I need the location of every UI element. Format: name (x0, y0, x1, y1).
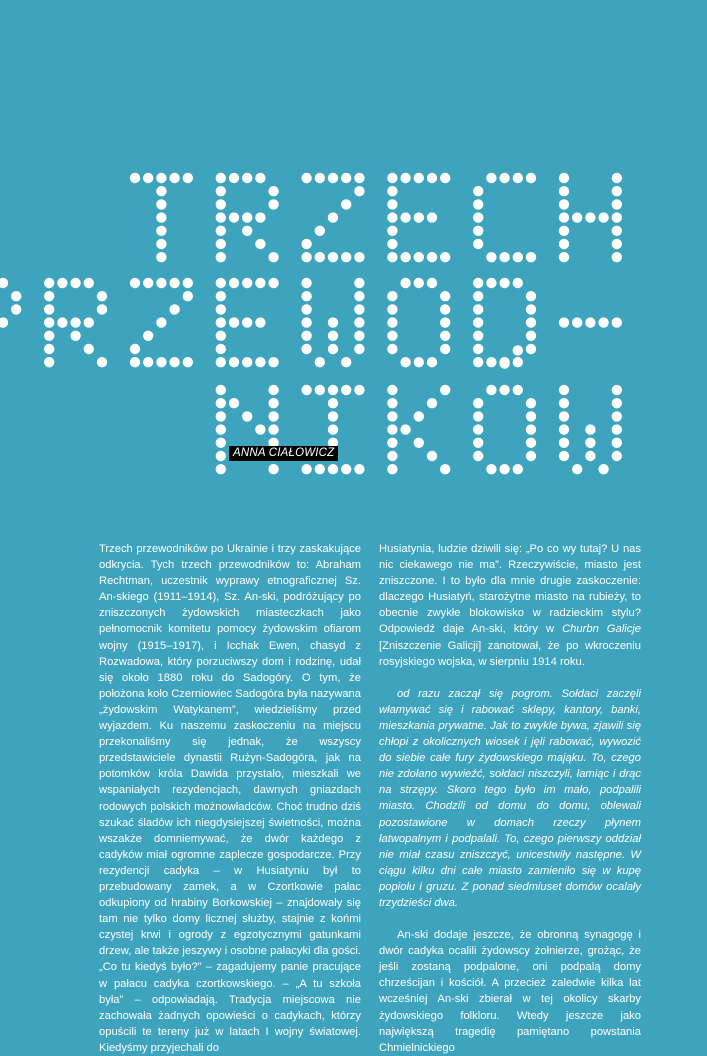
title-dot (216, 291, 226, 301)
title-dot (387, 398, 397, 408)
title-dot (156, 186, 166, 196)
title-dot (44, 291, 54, 301)
title-dot (301, 173, 311, 183)
title-dot (216, 331, 226, 341)
title-dot (598, 212, 608, 222)
title-dot (612, 226, 622, 236)
title-dot (354, 331, 364, 341)
title-dot (559, 226, 569, 236)
title-dot (499, 464, 509, 474)
title-dot (473, 186, 483, 196)
title-dot (440, 464, 450, 474)
title-dot (328, 173, 338, 183)
title-dot (255, 239, 265, 249)
title-dot (143, 357, 153, 367)
title-dot (268, 199, 278, 209)
title-dot (216, 438, 226, 448)
title-dot (97, 357, 107, 367)
title-dot (513, 252, 523, 262)
title-dot (156, 199, 166, 209)
title-dot (315, 357, 325, 367)
title-dot (559, 239, 569, 249)
title-dot (255, 278, 265, 288)
title-dot (473, 239, 483, 249)
title-dot (216, 344, 226, 354)
dotted-title-graphic (0, 0, 707, 480)
title-dot (130, 173, 140, 183)
title-dot (473, 199, 483, 209)
title-dot (242, 411, 252, 421)
title-dot (44, 304, 54, 314)
title-dot (400, 212, 410, 222)
title-dot (612, 173, 622, 183)
title-dot (473, 451, 483, 461)
title-dot (427, 398, 437, 408)
title-dot (473, 424, 483, 434)
title-dot (328, 424, 338, 434)
title-dot (216, 226, 226, 236)
title-dot (301, 239, 311, 249)
title-dot (354, 344, 364, 354)
title-dot (559, 451, 569, 461)
title-dot (473, 278, 483, 288)
title-dot (341, 385, 351, 395)
title-dot (427, 451, 437, 461)
title-dot (242, 226, 252, 236)
title-dot (387, 331, 397, 341)
title-dot (572, 317, 582, 327)
title-dot (156, 226, 166, 236)
title-dot (84, 317, 94, 327)
title-dot (612, 451, 622, 461)
title-dot (387, 173, 397, 183)
title-dot (354, 173, 364, 183)
title-dot (183, 278, 193, 288)
title-dot (526, 424, 536, 434)
title-dot (301, 278, 311, 288)
title-dot (216, 199, 226, 209)
article-paragraph: Trzech przewodników po Ukrainie i trzy zaskakujące odkrycia. Tych trzech przewodników to: Abraham Rechtman, uczestnik wyprawy etnograficznej Sz. An-skiego (1911–1914), Sz. An-ski, podróżujący po zniszczonych żydowskich miasteczkach jako pełnomocnik komitetu pomocy żydowskim ofiarom wojny (1915–1917), i Icchak Ewen, chasyd z Rozwadowa, który porzuciwszy dom i rodzinę, udał się około 1880 roku do Sadogóry. O tym, że położona koło Czerniowiec Sadogóra była nazywana „żydowskim Watykanem”, wiedzieliśmy przed wyjazdem. Ku naszemu zaskoczeniu na miejscu przekonaliśmy się jednak, że wszyscy przedstawiciele dynastii Rużyn-Sadogóra, jak na potomków króla Dawida przystało, mieszkali we wspaniałych rezydencjach, dawnych gniazdach rodowych polskich możnowładców. Choć trudno dziś szukać śladów ich niegdysiejszej świetności, można wszakże domniemywać, że dwór każdego z cadyków miał ogromne zaplecze gospodarcze. Przy rezydencji cadyka – w Husiatyniu był to przebudowany zamek, a w Czortkowie pałac odkupiony od hrabiny Borkowskiej – znajdowały się tam nie tylko domy licznej służby, stajnie z końmi czystej krwi i ogrody z egzotycznymi gatunkami drzew, ale także jeszywy i osobne pałacyki dla gości. „Co tu kiedyś było?” – zagadujemy panie pracujące w pałacu cadyka czortkowskiego. – „A tu szkoła była” – odpowiadają. Tradycja miejscowa nie zachowała żadnych opowieści o cadykach, którzy opuścili te tereny już w latach I wojny światowej. Kiedyśmy przyjechali do (99, 543, 361, 1054)
title-dot (513, 385, 523, 395)
title-dot (387, 385, 397, 395)
title-dot (427, 278, 437, 288)
title-dot (44, 331, 54, 341)
title-dot (526, 438, 536, 448)
title-dot (526, 344, 536, 354)
title-dot (559, 398, 569, 408)
title-dot (328, 252, 338, 262)
title-dot (387, 424, 397, 434)
title-dot (301, 317, 311, 327)
title-dot (268, 464, 278, 474)
title-dot (229, 357, 239, 367)
title-dot (143, 331, 153, 341)
title-dot (427, 357, 437, 367)
title-dot (156, 278, 166, 288)
title-dot (216, 398, 226, 408)
title-dot (341, 252, 351, 262)
title-dot (559, 186, 569, 196)
title-dot (242, 212, 252, 222)
title-dot (526, 331, 536, 341)
title-dot (216, 278, 226, 288)
title-dot (486, 385, 496, 395)
book-title: Churbn Galicje (562, 623, 641, 636)
title-dot (387, 438, 397, 448)
article-paragraph: An-ski dodaje jeszcze, że obronną synagogę i dwór cadyka ocalili żydowscy żołnierze, grożąc, że jeśli zostaną podpalone, oni podpalą domy chrześcijan i kościół. A przecież zaledwie kilka lat wcześniej An-ski zbierał w tej okolicy skarby żydowskiego folkloru. Wtedy jeszcze jako największą tragedię pamiętano powstania Chmielnickiego (379, 929, 641, 1054)
title-dot (301, 304, 311, 314)
title-dot (473, 411, 483, 421)
title-dot (440, 385, 450, 395)
title-dot (427, 173, 437, 183)
title-dot (11, 304, 21, 314)
title-dot (473, 226, 483, 236)
title-dot (242, 357, 252, 367)
title-dot (598, 317, 608, 327)
title-dot (414, 278, 424, 288)
title-dot (183, 291, 193, 301)
title-dot (400, 252, 410, 262)
title-dot (440, 252, 450, 262)
title-dot (229, 317, 239, 327)
title-dot (612, 252, 622, 262)
title-dot (341, 173, 351, 183)
accent-dot (499, 358, 509, 368)
title-dot (559, 317, 569, 327)
title-dot (387, 199, 397, 209)
accent-dot (513, 345, 523, 355)
title-dot (414, 411, 424, 421)
title-dot (341, 464, 351, 474)
article-column-right (379, 541, 641, 1056)
title-dot (255, 212, 265, 222)
title-dot (414, 252, 424, 262)
title-dot (612, 239, 622, 249)
title-dot (585, 438, 595, 448)
title-dot (301, 464, 311, 474)
title-dot (216, 304, 226, 314)
title-dot (387, 239, 397, 249)
title-dot (301, 385, 311, 395)
title-dot (328, 212, 338, 222)
title-dot (229, 212, 239, 222)
title-dot (354, 464, 364, 474)
title-dot (387, 317, 397, 327)
title-dot (440, 304, 450, 314)
title-dot (513, 173, 523, 183)
title-dot (268, 398, 278, 408)
title-dot (354, 186, 364, 196)
title-dot (268, 424, 278, 434)
title-dot (315, 252, 325, 262)
title-dot (169, 304, 179, 314)
title-dot (473, 291, 483, 301)
title-dot (440, 291, 450, 301)
title-dot (255, 317, 265, 327)
title-dot (156, 212, 166, 222)
title-dot (473, 331, 483, 341)
title-dot (473, 317, 483, 327)
title-dot (585, 451, 595, 461)
title-dot (414, 212, 424, 222)
title-dot (473, 304, 483, 314)
title-dot (612, 438, 622, 448)
title-dot (414, 173, 424, 183)
title-dot (612, 199, 622, 209)
title-dot (559, 173, 569, 183)
title-dot (526, 252, 536, 262)
title-dot (216, 212, 226, 222)
title-dot (526, 317, 536, 327)
title-dot (315, 385, 325, 395)
title-dot (585, 317, 595, 327)
title-dot (169, 278, 179, 288)
title-dot (486, 173, 496, 183)
title-dot (526, 173, 536, 183)
title-dot (499, 173, 509, 183)
title-dot (559, 438, 569, 448)
title-dot (526, 411, 536, 421)
title-dot (216, 464, 226, 474)
title-dot (612, 411, 622, 421)
title-dot (387, 291, 397, 301)
title-dot (216, 411, 226, 421)
title-dot (328, 317, 338, 327)
title-dot (315, 226, 325, 236)
title-dot (387, 344, 397, 354)
title-dot (526, 304, 536, 314)
title-dot (513, 278, 523, 288)
title-dot (268, 278, 278, 288)
title-dot (387, 186, 397, 196)
title-dot (387, 252, 397, 262)
title-dot (473, 398, 483, 408)
title-dot (156, 317, 166, 327)
paragraph-text: [Zniszczenie Galicji] zanotował, że po wkroczeniu rosyjskiego wojska, w sierpniu 1914 roku. (379, 639, 641, 668)
title-dot (0, 317, 8, 327)
title-dot (84, 344, 94, 354)
title-dot (156, 252, 166, 262)
title-dot (414, 438, 424, 448)
title-dot (328, 331, 338, 341)
title-dot (84, 278, 94, 288)
title-dot (526, 291, 536, 301)
title-dot (612, 398, 622, 408)
title-dot (387, 411, 397, 421)
title-dot (229, 278, 239, 288)
title-dot (572, 212, 582, 222)
title-dot (216, 186, 226, 196)
title-dot (169, 357, 179, 367)
title-dot (268, 385, 278, 395)
title-dot (387, 304, 397, 314)
title-dot (354, 291, 364, 301)
title-dot (612, 424, 622, 434)
title-dot (242, 173, 252, 183)
title-dot (341, 357, 351, 367)
title-dot (216, 424, 226, 434)
title-dot (559, 212, 569, 222)
title-dot (559, 424, 569, 434)
title-dot (44, 344, 54, 354)
title-dot (400, 173, 410, 183)
title-dot (499, 278, 509, 288)
title-dot (354, 385, 364, 395)
title-dot (513, 357, 523, 367)
title-dot (183, 357, 193, 367)
title-dot (328, 464, 338, 474)
title-dot (486, 357, 496, 367)
title-dot (268, 411, 278, 421)
title-dot (242, 278, 252, 288)
title-dot (440, 317, 450, 327)
title-dot (216, 385, 226, 395)
title-dot (70, 278, 80, 288)
title-dot (387, 212, 397, 222)
title-dot (44, 357, 54, 367)
paragraph-text: Husiatynia, ludzie dziwili się: „Po co wy tutaj? U nas nic ciekawego nie ma”. Rzeczywiście, miasto jest zniszczone. I to było dla mnie drugie zaskoczenie: dlaczego Husiatyń, starożytne miasto na rubieży, to obecnie zwykłe blokowisko w radzieckim stylu? Odpowiedź daje An-ski, który w (379, 543, 641, 636)
title-dot (612, 385, 622, 395)
title-dot (612, 317, 622, 327)
title-dot (572, 464, 582, 474)
title-dot (526, 398, 536, 408)
title-dot (97, 291, 107, 301)
title-dot (130, 357, 140, 367)
title-dot (301, 331, 311, 341)
title-dot (315, 464, 325, 474)
title-dot (328, 344, 338, 354)
title-dot (400, 424, 410, 434)
title-dot (301, 291, 311, 301)
title-dot (440, 331, 450, 341)
title-dot (513, 464, 523, 474)
title-dot (156, 357, 166, 367)
title-dot (427, 212, 437, 222)
title-dot (400, 278, 410, 288)
author-byline: ANNA CIAŁOWICZ (229, 446, 338, 461)
article-paragraph (379, 541, 641, 670)
article-column-left (99, 541, 361, 1056)
title-dot (57, 317, 67, 327)
title-dot (559, 385, 569, 395)
title-dot (486, 464, 496, 474)
title-dot (585, 212, 595, 222)
title-dot (473, 438, 483, 448)
title-dot (341, 199, 351, 209)
title-dot (255, 357, 265, 367)
title-dot (499, 385, 509, 395)
title-dot (183, 173, 193, 183)
title-dot (387, 451, 397, 461)
title-dot (559, 199, 569, 209)
title-dot (229, 173, 239, 183)
title-dot (499, 252, 509, 262)
title-dot (612, 186, 622, 196)
title-dot (216, 252, 226, 262)
title-dot (559, 411, 569, 421)
title-dot (216, 173, 226, 183)
title-dot (143, 173, 153, 183)
title-dot (130, 278, 140, 288)
title-dot (328, 398, 338, 408)
title-dot (44, 317, 54, 327)
title-dot (354, 304, 364, 314)
title-dot (315, 173, 325, 183)
title-dot (156, 173, 166, 183)
title-dot (70, 331, 80, 341)
title-dot (328, 385, 338, 395)
title-dot (440, 173, 450, 183)
title-dot (354, 278, 364, 288)
title-dot (229, 398, 239, 408)
title-dot (598, 464, 608, 474)
title-dot (473, 212, 483, 222)
title-dot (301, 252, 311, 262)
title-dot (11, 291, 21, 301)
title-dot (216, 239, 226, 249)
title-dot (328, 411, 338, 421)
title-dot (387, 464, 397, 474)
title-dot (486, 252, 496, 262)
title-dot (526, 451, 536, 461)
title-dot (216, 357, 226, 367)
title-dot (255, 424, 265, 434)
title-dot (301, 344, 311, 354)
title-dot (612, 212, 622, 222)
title-dot (216, 317, 226, 327)
title-dot (427, 252, 437, 262)
title-dot (400, 357, 410, 367)
title-dot (387, 226, 397, 236)
title-dot (216, 451, 226, 461)
title-dot (0, 278, 8, 288)
title-dot (242, 317, 252, 327)
title-dot (44, 278, 54, 288)
title-dot (97, 304, 107, 314)
title-dot (414, 357, 424, 367)
title-dot (354, 317, 364, 327)
title-dot (440, 344, 450, 354)
title-dot (473, 344, 483, 354)
title-dot (57, 278, 67, 288)
title-dot (585, 424, 595, 434)
title-dot (268, 252, 278, 262)
title-dot (268, 357, 278, 367)
article-quote: od razu zaczął się pogrom. Sołdaci zaczęli włamywać się i rabować sklepy, kantory, banki, mieszkania prywatne. Jak to zwykle bywa, zjawili się chłopi z okolicznych wiosek i jęli rabować, wywozić do siebie całe fury żydowskiego mająku. To, czego nie zdołano wywieźć, sołdaci niszczyli, łamiąc i drąc na strzępy. Skoro tego było im mało, podpalili miasto. Chodzili od domu do domu, oblewali pozostawione w domach rzeczy płynem łatwopalnym i podpalali. To, czego pierwszy oddział nie miał czasu zniszczyć, unicestwiły następne. W ciągu kilku dni całe miasto zamieniło się w kupę popiołu i gruzu. Z ponad siedmiuset domów ocalały trzydzieści dwa. (379, 687, 641, 909)
title-dot (70, 317, 80, 327)
title-dot (473, 357, 483, 367)
title-dot (354, 252, 364, 262)
title-dot (255, 173, 265, 183)
title-dot (156, 239, 166, 249)
title-dot (143, 278, 153, 288)
title-dot (169, 173, 179, 183)
title-dot (130, 344, 140, 354)
title-dot (559, 252, 569, 262)
title-dot (268, 186, 278, 196)
title-dot (486, 278, 496, 288)
